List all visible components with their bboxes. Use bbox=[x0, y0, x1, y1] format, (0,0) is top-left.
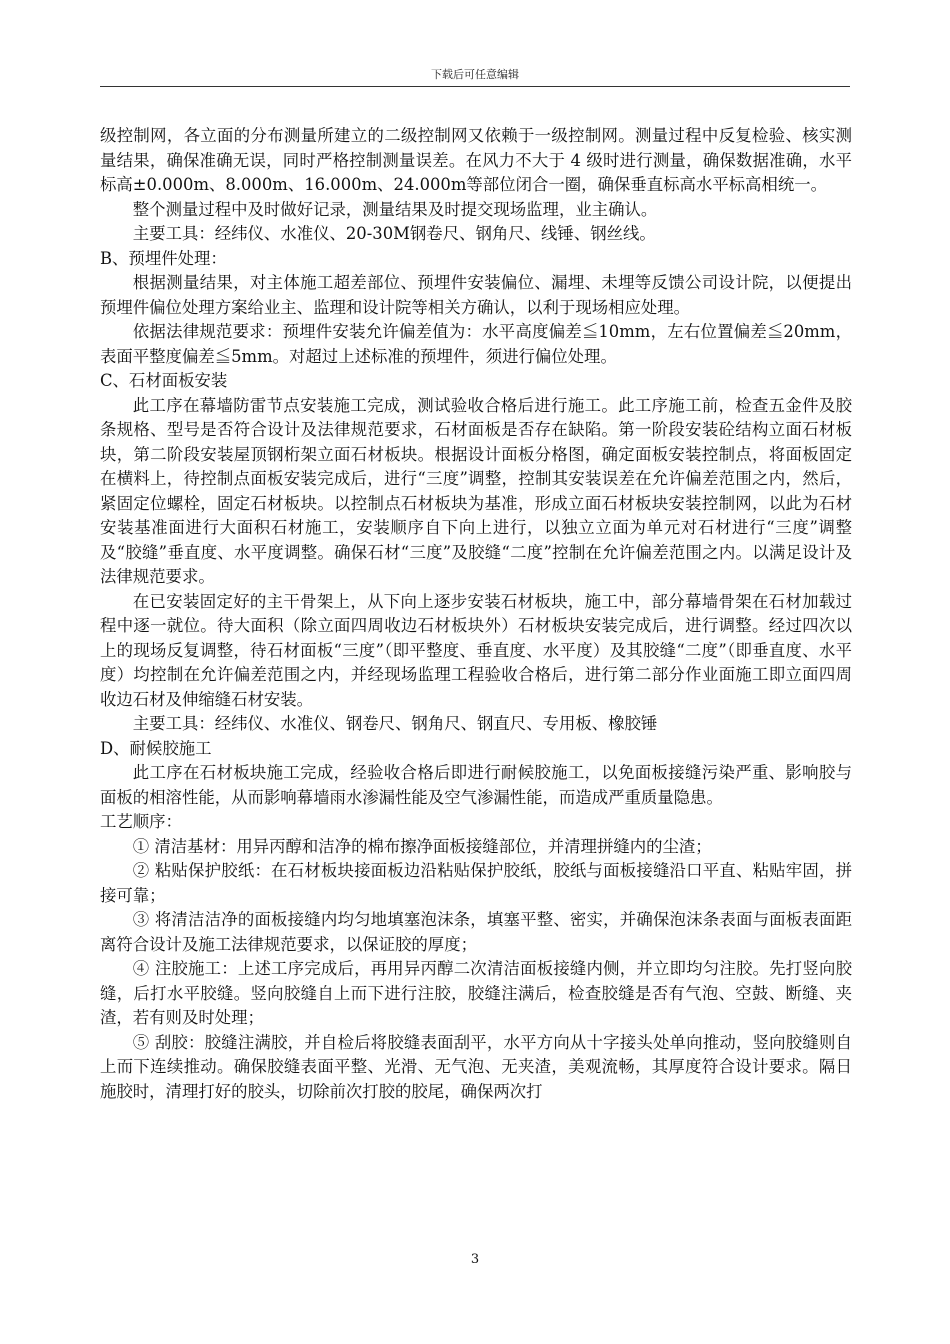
section-heading: C、石材面板安装 bbox=[100, 371, 228, 390]
document-body bbox=[100, 124, 852, 1104]
paragraph: ④ 注胶施工：上述工序完成后，再用异丙醇二次清洁面板接缝内侧，并立即均匀注胶。先打竖向胶缝，后打水平胶缝。竖向胶缝自上而下进行注胶，胶缝注满后，检查胶缝是否有气泡、空鼓、断缝、夹渣，若有则及时处理； bbox=[100, 959, 852, 1027]
paragraph: 在已安装固定好的主干骨架上，从下向上逐步安装石材板块，施工中，部分幕墙骨架在石材加载过程中逐一就位。待大面积（除立面四周收边石材板块外）石材板块安装完成后，进行调整。经过四次以上的现场反复调整，待石材面板“三度”（即平整度、垂直度、水平度）及其胶缝“二度”（即垂直度、水平度）均控制在允许偏差范围之内，并经现场监理工程验收合格后，进行第二部分作业面施工即立面四周收边石材及伸缩缝石材安装。 bbox=[100, 591, 852, 709]
paragraph: ⑤ 刮胶：胶缝注满胶，并自检后将胶缝表面刮平，水平方向从十字接头处单向推动，竖向胶缝则自上而下连续推动。确保胶缝表面平整、光滑、无气泡、无夹渣，美观流畅，其厚度符合设计要求。隔日施胶时，清理打好的胶头，切除前次打胶的胶尾，确保两次打 bbox=[100, 1032, 852, 1101]
header-rule bbox=[100, 86, 850, 87]
paragraph: 此工序在幕墙防雷节点安装施工完成，测试验收合格后进行施工。此工序施工前，检查五金件及胶条规格、型号是否符合设计及法律规范要求，石材面板是否存在缺陷。第一阶段安装砼结构立面石材板块，第二阶段安装屋顶钢桁架立面石材板块。根据设计面板分格图，确定面板安装控制点，将面板固定在横料上，待控制点面板安装完成后，进行“三度”调整，控制其安装误差在允许偏差范围之内，然后，紧固定位螺栓，固定石材板块。以控制点石材板块为基准，形成立面石材板块安装控制网，以此为石材安装基准面进行大面积石材施工，安装顺序自下向上进行，以独立立面为单元对石材进行“三度”调整及“胶缝”垂直度、水平度调整。确保石材“三度”及胶缝“二度”控制在允许偏差范围之内。以满足设计及法律规范要求。 bbox=[100, 395, 852, 586]
paragraph: 根据测量结果，对主体施工超差部位、预埋件安装偏位、漏埋、未埋等反馈公司设计院，以便提出预埋件偏位处理方案给业主、监理和设计院等相关方确认，以利于现场相应处理。 bbox=[100, 273, 852, 317]
paragraph: 此工序在石材板块施工完成，经验收合格后即进行耐候胶施工，以免面板接缝污染严重、影响胶与面板的相溶性能，从而影响幕墙雨水渗漏性能及空气渗漏性能，而造成严重质量隐患。 bbox=[100, 763, 852, 807]
page-header: 下载后可任意编辑 bbox=[431, 68, 519, 81]
paragraph: 整个测量过程中及时做好记录，测量结果及时提交现场监理，业主确认。 bbox=[132, 199, 658, 219]
paragraph: 依据法律规范要求：预埋件安装允许偏差值为：水平高度偏差≦10mm，左右位置偏差≦20mm，表面平整度偏差≦5mm。对超过上述标准的预埋件，须进行偏位处理。 bbox=[100, 322, 852, 366]
section-heading: 工艺顺序： bbox=[100, 812, 182, 831]
paragraph: ① 清洁基材：用异丙醇和洁净的棉布擦净面板接缝部位，并清理拼缝内的尘渣； bbox=[132, 836, 712, 856]
page-number: 3 bbox=[470, 1252, 480, 1267]
paragraph: 级控制网，各立面的分布测量所建立的二级控制网又依赖于一级控制网。测量过程中反复检验、核实测量结果，确保准确无误，同时严格控制测量误差。在风力不大于 4 级时进行测量，确保数据准确，水平标高±0.000m、8.000m、16.000m、24.000m等部位闭合一圈，确保垂直标高水平标高相统一。 bbox=[100, 126, 852, 194]
paragraph: 主要工具：经纬仪、水准仪、钢卷尺、钢角尺、钢直尺、专用板、橡胶锤 bbox=[132, 714, 658, 733]
paragraph: 主要工具：经纬仪、水准仪、20-30M钢卷尺、钢角尺、线锤、钢丝线。 bbox=[132, 224, 656, 243]
section-heading: D、耐候胶施工 bbox=[100, 738, 212, 758]
paragraph: ③ 将清洁洁净的面板接缝内均匀地填塞泡沫条，填塞平整、密实，并确保泡沫条表面与面板表面距离符合设计及施工法律规范要求，以保证胶的厚度； bbox=[100, 910, 852, 954]
paragraph: ② 粘贴保护胶纸：在石材板块接面板边沿粘贴保护胶纸，胶纸与面板接缝沿口平直、粘贴牢固，拼接可靠； bbox=[100, 861, 852, 905]
section-heading: B、预埋件处理： bbox=[100, 248, 227, 268]
